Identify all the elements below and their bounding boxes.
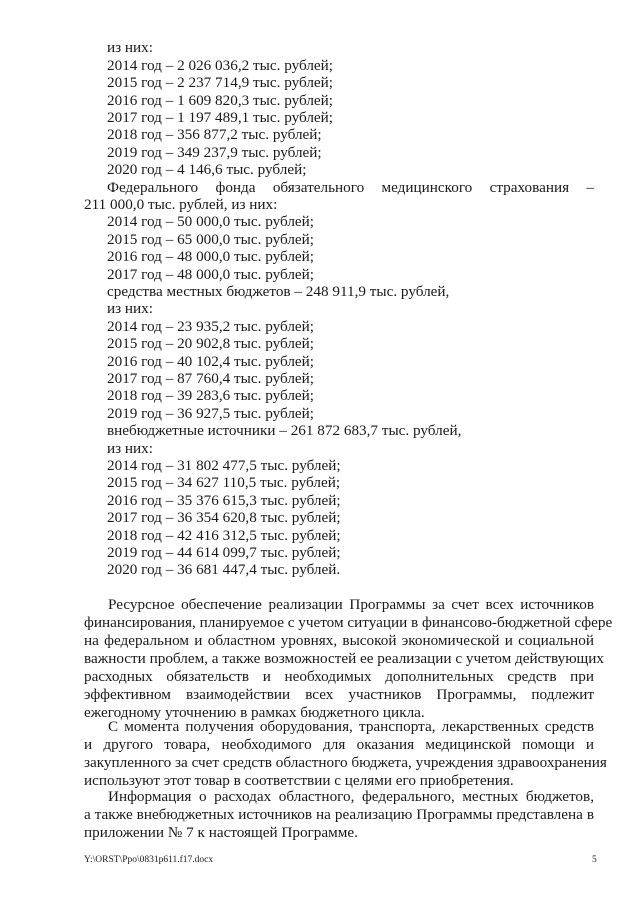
footer-file-path: Y:\ORST\Ppo\0831p611.f17.docx bbox=[84, 855, 214, 865]
paragraph-equipment-use bbox=[84, 718, 607, 790]
list-sub-heading: из них: bbox=[107, 39, 153, 56]
paragraph-line: Ресурсное обеспечение реализации Программы за счет всех источников bbox=[108, 596, 594, 613]
list-item: 2019 год – 349 237,9 тыс. рублей; bbox=[107, 144, 322, 161]
list-item: 2015 год – 34 627 110,5 тыс. рублей; bbox=[107, 474, 341, 491]
list-item: 2017 год – 1 197 489,1 тыс. рублей; bbox=[107, 109, 334, 126]
paragraph-line: используют этот товар в соответствии с целями его приобретения. bbox=[84, 772, 514, 789]
list-item: 2015 год – 20 902,8 тыс. рублей; bbox=[107, 335, 315, 352]
paragraph-resource-provision bbox=[84, 596, 613, 722]
list-item: 2017 год – 36 354 620,8 тыс. рублей; bbox=[107, 509, 341, 526]
list-item: 2015 год – 2 237 714,9 тыс. рублей; bbox=[107, 74, 334, 91]
paragraph-line: важности проблем, а также возможностей ее реализации с учетом действующих bbox=[84, 650, 604, 667]
list-item: 2016 год – 35 376 615,3 тыс. рублей; bbox=[107, 492, 341, 509]
list-item: 2016 год – 40 102,4 тыс. рублей; bbox=[107, 353, 315, 370]
list-item: 2016 год – 1 609 820,3 тыс. рублей; bbox=[107, 92, 334, 109]
list-item: 2019 год – 36 927,5 тыс. рублей; bbox=[107, 405, 315, 422]
page-number: 5 bbox=[592, 855, 597, 865]
local-budgets-heading: средства местных бюджетов – 248 911,9 тыс. рублей, bbox=[107, 283, 450, 300]
list-sub-heading: из них: bbox=[107, 440, 153, 457]
list-item: 2020 год – 36 681 447,4 тыс. рублей. bbox=[107, 561, 341, 578]
ffoms-heading-line2: 211 000,0 тыс. рублей, из них: bbox=[84, 196, 278, 213]
paragraph-line: расходных обязательств и необходимых дополнительных средств при bbox=[84, 668, 594, 685]
paragraph-line: на федеральном и областном уровнях, высокой экономической и социальной bbox=[84, 632, 594, 649]
paragraph-line: эффективном взаимодействии всех участников Программы, подлежит bbox=[84, 686, 594, 703]
paragraph-line: и другого товара, необходимого для оказания медицинской помощи и bbox=[84, 736, 594, 753]
list-item: 2016 год – 48 000,0 тыс. рублей; bbox=[107, 248, 315, 265]
list-item: 2018 год – 356 877,2 тыс. рублей; bbox=[107, 126, 322, 143]
list-item: 2020 год – 4 146,6 тыс. рублей; bbox=[107, 161, 307, 178]
list-item: 2014 год – 50 000,0 тыс. рублей; bbox=[107, 213, 315, 230]
list-item: 2014 год – 31 802 477,5 тыс. рублей; bbox=[107, 457, 341, 474]
paragraph-line: финансирования, планируемое с учетом ситуации в финансово-бюджетной сфере bbox=[84, 614, 613, 631]
offbudget-heading: внебюджетные источники – 261 872 683,7 тыс. рублей, bbox=[107, 422, 462, 439]
list-item: 2017 год – 48 000,0 тыс. рублей; bbox=[107, 266, 315, 283]
list-item: 2018 год – 39 283,6 тыс. рублей; bbox=[107, 387, 315, 404]
list-item: 2017 год – 87 760,4 тыс. рублей; bbox=[107, 370, 315, 387]
paragraph-line: ежегодному уточнению в рамках бюджетного цикла. bbox=[84, 704, 425, 721]
paragraph-line: С момента получения оборудования, транспорта, лекарственных средств bbox=[108, 718, 594, 735]
paragraph-line: приложении № 7 к настоящей Программе. bbox=[84, 824, 358, 841]
list-item: 2018 год – 42 416 312,5 тыс. рублей; bbox=[107, 527, 341, 544]
list-item: 2019 год – 44 614 099,7 тыс. рублей; bbox=[107, 544, 341, 561]
ffoms-heading-line1: Федерального фонда обязательного медицинского страхования – bbox=[107, 179, 594, 196]
list-item: 2014 год – 2 026 036,2 тыс. рублей; bbox=[107, 57, 334, 74]
list-item: 2015 год – 65 000,0 тыс. рублей; bbox=[107, 231, 315, 248]
list-sub-heading: из них: bbox=[107, 300, 153, 317]
paragraph-line: а также внебюджетных источников на реализацию Программы представлена в bbox=[84, 806, 594, 823]
paragraph-line: закупленного за счет средств областного бюджета, учреждения здравоохранения bbox=[84, 754, 607, 771]
list-item: 2014 год – 23 935,2 тыс. рублей; bbox=[107, 318, 315, 335]
paragraph-expenditure-info bbox=[84, 788, 594, 842]
paragraph-line: Информация о расходах областного, федерального, местных бюджетов, bbox=[108, 788, 594, 805]
